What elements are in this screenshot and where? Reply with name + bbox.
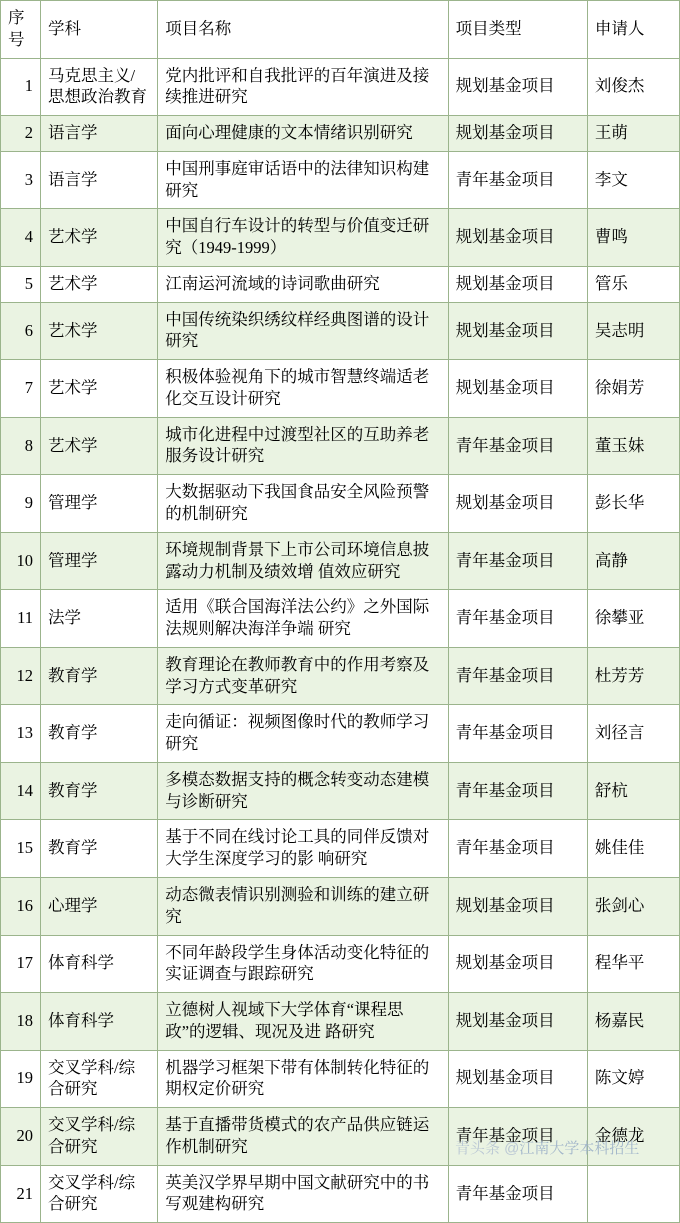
- cell-index: 11: [1, 590, 41, 648]
- cell-subject: 交叉学科/综合研究: [41, 1050, 158, 1108]
- table-row: [1, 116, 680, 152]
- table-header-row: [1, 1, 680, 59]
- cell-applicant: 彭长华: [587, 475, 679, 533]
- cell-type: 规划基金项目: [448, 266, 587, 302]
- cell-index: 20: [1, 1108, 41, 1166]
- cell-index: 5: [1, 266, 41, 302]
- cell-type: 青年基金项目: [448, 705, 587, 763]
- table-row: [1, 532, 680, 590]
- column-header-subject: 学科: [41, 1, 158, 59]
- cell-title: 面向心理健康的文本情绪识别研究: [158, 116, 448, 152]
- cell-subject: 心理学: [41, 877, 158, 935]
- cell-title: 适用《联合国海洋法公约》之外国际法规则解决海洋争端 研究: [158, 590, 448, 648]
- watermark-text: 江南大学本科招生: [519, 1140, 640, 1157]
- table-row: [1, 705, 680, 763]
- cell-title: 基于不同在线讨论工具的同伴反馈对大学生深度学习的影 响研究: [158, 820, 448, 878]
- cell-title: 江南运河流域的诗词歌曲研究: [158, 266, 448, 302]
- table-row: [1, 1108, 680, 1166]
- table-row: [1, 417, 680, 475]
- cell-type: 青年基金项目: [448, 1165, 587, 1223]
- cell-subject: 管理学: [41, 532, 158, 590]
- cell-applicant: 程华平: [587, 935, 679, 993]
- table-row: [1, 266, 680, 302]
- cell-title: 英美汉学界早期中国文献研究中的书写观建构研究: [158, 1165, 448, 1223]
- cell-index: 18: [1, 993, 41, 1051]
- cell-subject: 艺术学: [41, 417, 158, 475]
- cell-index: 3: [1, 151, 41, 209]
- cell-title: 走向循证：视频图像时代的教师学习研究: [158, 705, 448, 763]
- cell-type: 规划基金项目: [448, 360, 587, 418]
- cell-type: 规划基金项目: [448, 116, 587, 152]
- cell-applicant: 高静: [587, 532, 679, 590]
- cell-type: 规划基金项目: [448, 877, 587, 935]
- cell-type: 青年基金项目: [448, 151, 587, 209]
- cell-subject: 艺术学: [41, 302, 158, 360]
- column-header-title: 项目名称: [158, 1, 448, 59]
- cell-applicant: 徐攀亚: [587, 590, 679, 648]
- table-row: [1, 302, 680, 360]
- cell-subject: 交叉学科/综合研究: [41, 1165, 158, 1223]
- cell-applicant: 杜芳芳: [587, 647, 679, 705]
- table-row: [1, 151, 680, 209]
- cell-applicant: 姚佳佳: [587, 820, 679, 878]
- cell-type: 青年基金项目: [448, 820, 587, 878]
- cell-title: 中国刑事庭审话语中的法律知识构建研究: [158, 151, 448, 209]
- cell-type: 青年基金项目: [448, 647, 587, 705]
- cell-subject: 体育科学: [41, 935, 158, 993]
- cell-subject: 语言学: [41, 151, 158, 209]
- cell-subject: 法学: [41, 590, 158, 648]
- cell-title: 环境规制背景下上市公司环境信息披露动力机制及绩效增 值效应研究: [158, 532, 448, 590]
- cell-type: 规划基金项目: [448, 209, 587, 267]
- cell-applicant: 刘俊杰: [587, 58, 679, 116]
- cell-index: 1: [1, 58, 41, 116]
- cell-applicant: 张剑心: [587, 877, 679, 935]
- cell-title: 多模态数据支持的概念转变动态建模与诊断研究: [158, 762, 448, 820]
- cell-index: 8: [1, 417, 41, 475]
- table-row: [1, 475, 680, 533]
- table-row: [1, 360, 680, 418]
- cell-title: 中国传统染织绣纹样经典图谱的设计研究: [158, 302, 448, 360]
- cell-applicant: 董玉妹: [587, 417, 679, 475]
- cell-applicant: 舒杭: [587, 762, 679, 820]
- cell-title: 大数据驱动下我国食品安全风险预警的机制研究: [158, 475, 448, 533]
- cell-title: 不同年龄段学生身体活动变化特征的实证调查与跟踪研究: [158, 935, 448, 993]
- table-row: [1, 1165, 680, 1223]
- table-row: [1, 877, 680, 935]
- cell-index: 14: [1, 762, 41, 820]
- cell-index: 2: [1, 116, 41, 152]
- table-body: [1, 58, 680, 1223]
- table-row: [1, 1050, 680, 1108]
- cell-index: 12: [1, 647, 41, 705]
- cell-subject: 管理学: [41, 475, 158, 533]
- cell-applicant: 徐娟芳: [587, 360, 679, 418]
- cell-subject: 教育学: [41, 820, 158, 878]
- cell-applicant: 李文: [587, 151, 679, 209]
- cell-type: 规划基金项目: [448, 1050, 587, 1108]
- cell-applicant: 曹鸣: [587, 209, 679, 267]
- cell-subject: 马克思主义/思想政治教育: [41, 58, 158, 116]
- cell-subject: 教育学: [41, 762, 158, 820]
- column-header-applicant: 申请人: [587, 1, 679, 59]
- table-row: [1, 58, 680, 116]
- table-header: [1, 1, 680, 59]
- cell-title: 积极体验视角下的城市智慧终端适老化交互设计研究: [158, 360, 448, 418]
- cell-type: 青年基金项目: [448, 417, 587, 475]
- cell-index: 4: [1, 209, 41, 267]
- cell-subject: 语言学: [41, 116, 158, 152]
- table-row: [1, 993, 680, 1051]
- column-header-index: 序号: [1, 1, 41, 59]
- cell-applicant: 杨嘉民: [587, 993, 679, 1051]
- table-row: [1, 935, 680, 993]
- cell-index: 6: [1, 302, 41, 360]
- cell-applicant: 吴志明: [587, 302, 679, 360]
- cell-title: 党内批评和自我批评的百年演进及接续推进研究: [158, 58, 448, 116]
- cell-type: 规划基金项目: [448, 302, 587, 360]
- cell-type: 规划基金项目: [448, 475, 587, 533]
- cell-title: 动态微表情识别测验和训练的建立研究: [158, 877, 448, 935]
- cell-type: 青年基金项目: [448, 590, 587, 648]
- cell-title: 教育理论在教师教育中的作用考察及学习方式变革研究: [158, 647, 448, 705]
- cell-type: 青年基金项目: [448, 532, 587, 590]
- cell-type: 规划基金项目: [448, 58, 587, 116]
- cell-index: 19: [1, 1050, 41, 1108]
- cell-index: 7: [1, 360, 41, 418]
- cell-index: 13: [1, 705, 41, 763]
- cell-subject: 艺术学: [41, 360, 158, 418]
- cell-subject: 教育学: [41, 705, 158, 763]
- cell-title: 基于直播带货模式的农产品供应链运作机制研究: [158, 1108, 448, 1166]
- table-row: [1, 820, 680, 878]
- table-row: [1, 209, 680, 267]
- cell-type: 青年基金项目: [448, 1108, 587, 1166]
- cell-index: 17: [1, 935, 41, 993]
- table-row: [1, 590, 680, 648]
- cell-title: 城市化进程中过渡型社区的互助养老服务设计研究: [158, 417, 448, 475]
- cell-applicant: 金德龙: [587, 1108, 679, 1166]
- cell-subject: 教育学: [41, 647, 158, 705]
- table-row: [1, 762, 680, 820]
- cell-title: 机器学习框架下带有体制转化特征的期权定价研究: [158, 1050, 448, 1108]
- cell-index: 9: [1, 475, 41, 533]
- column-header-type: 项目类型: [448, 1, 587, 59]
- cell-subject: 体育科学: [41, 993, 158, 1051]
- cell-applicant: 刘径言: [587, 705, 679, 763]
- cell-applicant: [587, 1165, 679, 1223]
- cell-subject: 交叉学科/综合研究: [41, 1108, 158, 1166]
- cell-index: 16: [1, 877, 41, 935]
- cell-applicant: 王萌: [587, 116, 679, 152]
- cell-index: 21: [1, 1165, 41, 1223]
- cell-title: 中国自行车设计的转型与价值变迁研究（1949-1999）: [158, 209, 448, 267]
- cell-subject: 艺术学: [41, 209, 158, 267]
- cell-type: 规划基金项目: [448, 935, 587, 993]
- watermark-prefix: 青头条 @: [455, 1140, 520, 1157]
- cell-index: 15: [1, 820, 41, 878]
- cell-index: 10: [1, 532, 41, 590]
- cell-type: 青年基金项目: [448, 762, 587, 820]
- cell-applicant: 陈文婷: [587, 1050, 679, 1108]
- cell-applicant: 管乐: [587, 266, 679, 302]
- cell-title: 立德树人视域下大学体育“课程思政”的逻辑、现况及进 路研究: [158, 993, 448, 1051]
- table-row: [1, 647, 680, 705]
- cell-subject: 艺术学: [41, 266, 158, 302]
- cell-type: 规划基金项目: [448, 993, 587, 1051]
